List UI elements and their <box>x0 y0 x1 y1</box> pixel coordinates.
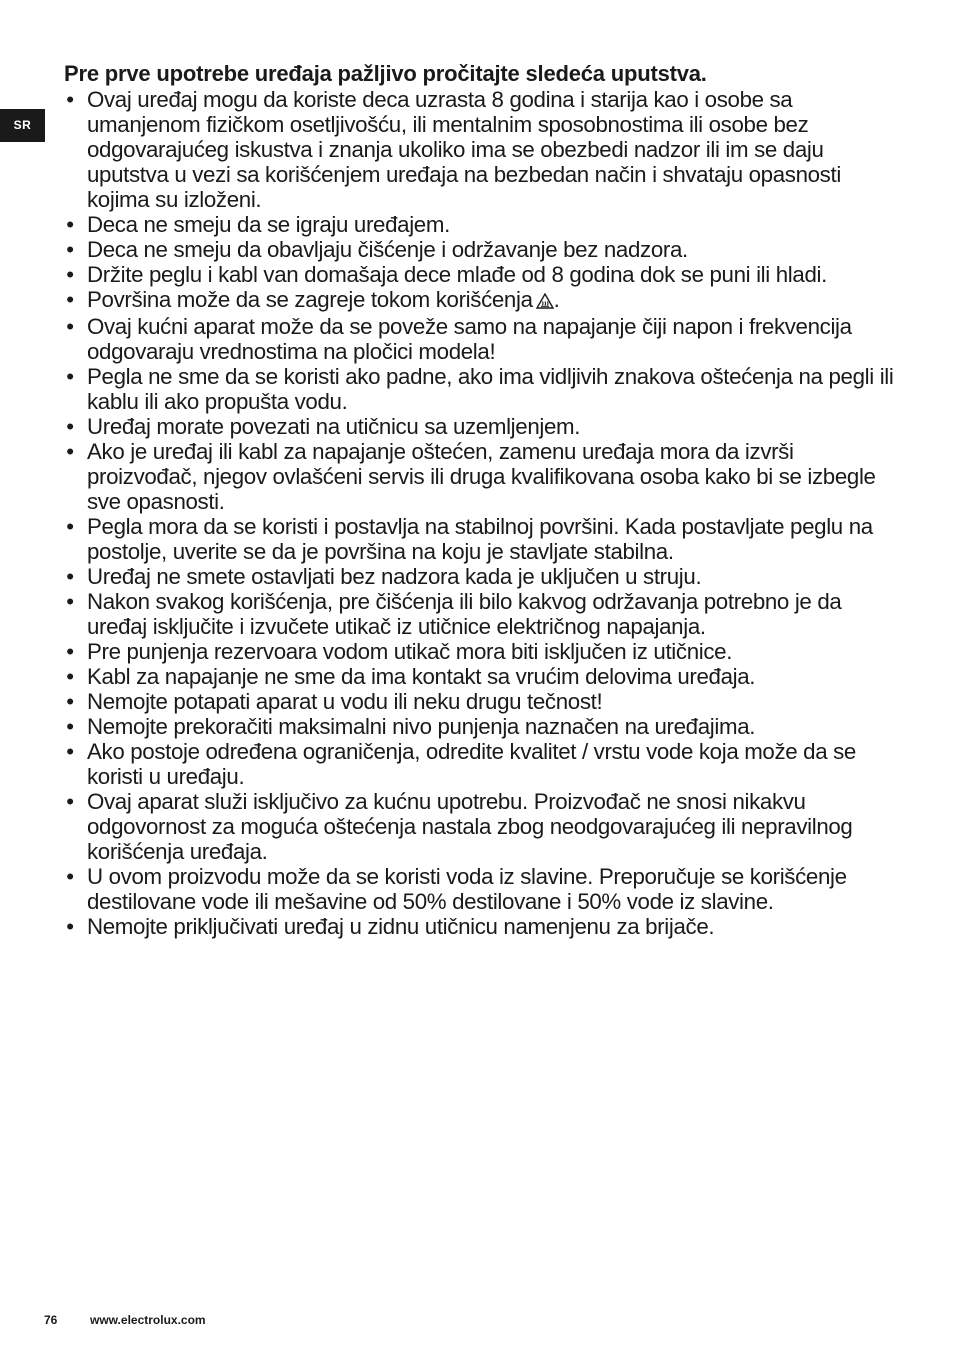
item-text: Ovaj uređaj mogu da koriste deca uzrasta 8 godina i starija kao i osobe sa umanjenom fizičkom osetljivošću, ili mentalnim sposobnostima ili osobe bez odgovarajućeg iskustva i znanja ukoliko ima se obezbedi nadzor ili im se daju uputstva u vezi sa korišćenjem uređaja na bezbedan način i shvataju opasnosti kojima su izloženi. <box>87 87 841 212</box>
item-text: Nemojte priključivati uređaj u zidnu utičnicu namenjenu za brijače. <box>87 914 715 939</box>
item-suffix: . <box>553 287 560 312</box>
bullet: • <box>66 589 74 614</box>
list-item <box>64 87 894 212</box>
page-heading: Pre prve upotrebe uređaja pažljivo pročitajte sledeća uputstva. <box>64 61 707 86</box>
item-text: Površina može da se zagreje tokom korišćenja <box>87 287 533 312</box>
bullet: • <box>66 262 74 287</box>
bullet: • <box>66 314 74 339</box>
item-text: Pre punjenja rezervoara vodom utikač mora biti isključen iz utičnice. <box>87 639 733 664</box>
bullet: • <box>66 364 74 389</box>
list-item <box>64 714 894 739</box>
bullet: • <box>66 237 74 262</box>
bullet: • <box>66 514 74 539</box>
bullet: • <box>66 639 74 664</box>
bullet: • <box>66 689 74 714</box>
language-tab: SR <box>0 109 45 142</box>
item-text: Deca ne smeju da se igraju uređajem. <box>87 212 450 237</box>
bullet: • <box>66 414 74 439</box>
bullet: • <box>66 87 74 112</box>
list-item <box>64 514 894 564</box>
list-item <box>64 789 894 864</box>
item-text: Pegla mora da se koristi i postavlja na stabilnoj površini. Kada postavljate peglu na postolje, uverite se da je površina na koju je stavljate stabilna. <box>87 514 873 564</box>
page-footer <box>44 1313 206 1327</box>
item-text: Ovaj kućni aparat može da se poveže samo na napajanje čiji napon i frekvencija odgovaraju vrednostima na pločici modela! <box>87 314 852 364</box>
list-item <box>64 287 894 314</box>
list-item <box>64 864 894 914</box>
item-text: Ovaj aparat služi isključivo za kućnu upotrebu. Proizvođač ne snosi nikakvu odgovornost za moguća oštećenja nastala zbog neodgovarajućeg ili nepravilnog korišćenja uređaja. <box>87 789 853 864</box>
list-item <box>64 739 894 789</box>
list-item <box>64 212 894 237</box>
item-text: Kabl za napajanje ne sme da ima kontakt sa vrućim delovima uređaja. <box>87 664 756 689</box>
bullet: • <box>66 439 74 464</box>
list-item <box>64 414 894 439</box>
item-text: Ako postoje određena ograničenja, odredite kvalitet / vrstu vode koja može da se koristi u uređaju. <box>87 739 856 789</box>
bullet: • <box>66 914 74 939</box>
item-text: Nakon svakog korišćenja, pre čišćenja ili bilo kakvog održavanja potrebno je da uređaj isključite i izvučete utikač iz utičnice električnog napajanja. <box>87 589 842 639</box>
safety-instructions <box>64 61 894 939</box>
bullet: • <box>66 664 74 689</box>
list-item <box>64 364 894 414</box>
bullet: • <box>66 789 74 814</box>
item-text: Držite peglu i kabl van domašaja dece mlađe od 8 godina dok se puni ili hladi. <box>87 262 827 287</box>
bullet: • <box>66 714 74 739</box>
page-number: 76 <box>44 1313 58 1327</box>
bullet: • <box>66 287 74 312</box>
list-item <box>64 664 894 689</box>
item-text: Uređaj morate povezati na utičnicu sa uzemljenjem. <box>87 414 581 439</box>
list-item <box>64 439 894 514</box>
item-text: Nemojte prekoračiti maksimalni nivo punjenja naznačen na uređajima. <box>87 714 756 739</box>
bullet: • <box>66 739 74 764</box>
safety-list <box>64 87 894 939</box>
item-text: Uređaj ne smete ostavljati bez nadzora kada je uključen u struju. <box>87 564 702 589</box>
item-text: U ovom proizvodu može da se koristi voda iz slavine. Preporučuje se korišćenje destilovane vode ili mešavine od 50% destilovane i 50% vode iz slavine. <box>87 864 847 914</box>
list-item <box>64 639 894 664</box>
item-text: Deca ne smeju da obavljaju čišćenje i održavanje bez nadzora. <box>87 237 688 262</box>
bullet: • <box>66 564 74 589</box>
hot-surface-warning-icon <box>536 289 554 314</box>
list-item <box>64 237 894 262</box>
item-text: Pegla ne sme da se koristi ako padne, ako ima vidljivih znakova oštećenja na pegli ili kablu ili ako propušta vodu. <box>87 364 894 414</box>
list-item <box>64 914 894 939</box>
website-link[interactable]: www.electrolux.com <box>90 1313 206 1327</box>
list-item <box>64 589 894 639</box>
item-text: Ako je uređaj ili kabl za napajanje oštećen, zamenu uređaja mora da izvrši proizvođač, njegov ovlašćeni servis ili druga kvalifikovana osoba kako bi se izbegle sve opasnosti. <box>87 439 876 514</box>
list-item <box>64 564 894 589</box>
list-item <box>64 262 894 287</box>
bullet: • <box>66 864 74 889</box>
item-text: Nemojte potapati aparat u vodu ili neku drugu tečnost! <box>87 689 603 714</box>
list-item <box>64 314 894 364</box>
list-item <box>64 689 894 714</box>
bullet: • <box>66 212 74 237</box>
